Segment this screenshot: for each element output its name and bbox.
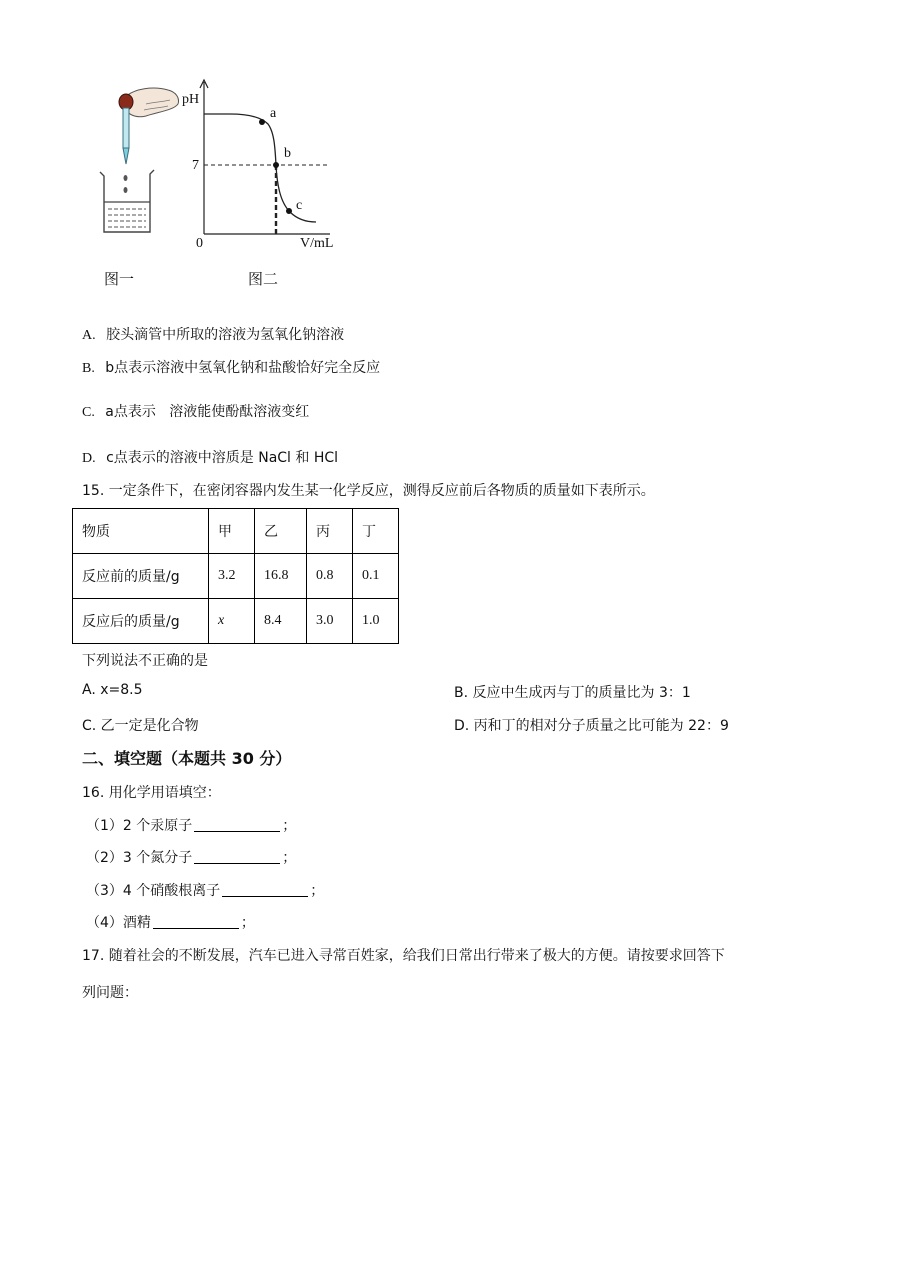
q15-stem: 15. 一定条件下，在密闭容器内发生某一化学反应，测得反应前后各物质的质量如下表所示。 xyxy=(82,483,655,499)
table-row xyxy=(73,599,399,644)
answer-blank[interactable] xyxy=(222,882,308,897)
ph-curve-graph xyxy=(180,76,350,262)
q14-option-d: D. c点表示的溶液中溶质是 NaCl 和 HCl xyxy=(82,450,339,466)
point-a-marker xyxy=(259,119,265,125)
q15-option-a: A. x=8.5 xyxy=(82,682,143,698)
answer-blank[interactable] xyxy=(194,817,280,832)
figure-two xyxy=(180,76,350,262)
point-c-label: c xyxy=(296,198,303,213)
figure-one-caption: 图一 xyxy=(104,270,135,288)
y-tick-label: 7 xyxy=(192,158,199,173)
table-cell: 8.4 xyxy=(255,599,307,644)
section-two-title: 二、填空题（本题共 30 分） xyxy=(82,749,292,768)
table-cell: 3.2 xyxy=(209,554,255,599)
x-axis-label: V/mL xyxy=(300,236,334,251)
mass-table xyxy=(72,508,399,644)
table-cell: 反应前的质量/g xyxy=(73,554,209,599)
q16-stem: 16. 用化学用语填空： xyxy=(82,785,221,801)
q16-item-3: （3）4 个硝酸根离子 ； xyxy=(86,883,325,899)
table-cell: 1.0 xyxy=(353,599,399,644)
point-a-label: a xyxy=(270,106,277,121)
table-cell: x xyxy=(209,599,255,644)
table-cell: 反应后的质量/g xyxy=(73,599,209,644)
q16-item-2: （2）3 个氮分子 ； xyxy=(86,850,297,866)
table-header-row xyxy=(73,509,399,554)
answer-blank[interactable] xyxy=(194,849,280,864)
table-header-cell: 甲 xyxy=(209,509,255,554)
q16-item-4: （4）酒精 ； xyxy=(86,915,255,931)
table-header-cell: 丙 xyxy=(307,509,353,554)
point-b-marker xyxy=(273,162,279,168)
q15-option-d: D. 丙和丁的相对分子质量之比可能为 22：9 xyxy=(454,718,729,734)
point-b-label: b xyxy=(284,146,291,161)
y-axis-label: pH xyxy=(182,92,200,107)
q14-option-c: C. a点表示 溶液能使酚酞溶液变红 xyxy=(82,404,310,420)
q17-line-2: 列问题： xyxy=(82,985,138,1001)
q16-item-1: （1）2 个汞原子 ； xyxy=(86,818,297,834)
table-header-cell: 丁 xyxy=(353,509,399,554)
table-row xyxy=(73,554,399,599)
table-cell: 0.8 xyxy=(307,554,353,599)
q15-option-b: B. 反应中生成丙与丁的质量比为 3：1 xyxy=(454,685,691,701)
figure-two-caption: 图二 xyxy=(248,270,279,288)
point-c-marker xyxy=(286,208,292,214)
table-header-cell: 乙 xyxy=(255,509,307,554)
table-header-cell: 物质 xyxy=(73,509,209,554)
table-cell: 0.1 xyxy=(353,554,399,599)
q17-line-1: 17. 随着社会的不断发展，汽车已进入寻常百姓家，给我们日常出行带来了极大的方便。请按要求回答下 xyxy=(82,948,725,964)
q14-option-a: A. 胶头滴管中所取的溶液为氢氧化钠溶液 xyxy=(82,327,345,343)
q15-prompt: 下列说法不正确的是 xyxy=(82,653,208,669)
table-cell: 16.8 xyxy=(255,554,307,599)
answer-blank[interactable] xyxy=(153,914,239,929)
q15-option-c: C. 乙一定是化合物 xyxy=(82,718,199,734)
origin-label: 0 xyxy=(196,236,203,251)
table-cell: 3.0 xyxy=(307,599,353,644)
q14-option-b: B. b点表示溶液中氢氧化钠和盐酸恰好完全反应 xyxy=(82,360,381,376)
